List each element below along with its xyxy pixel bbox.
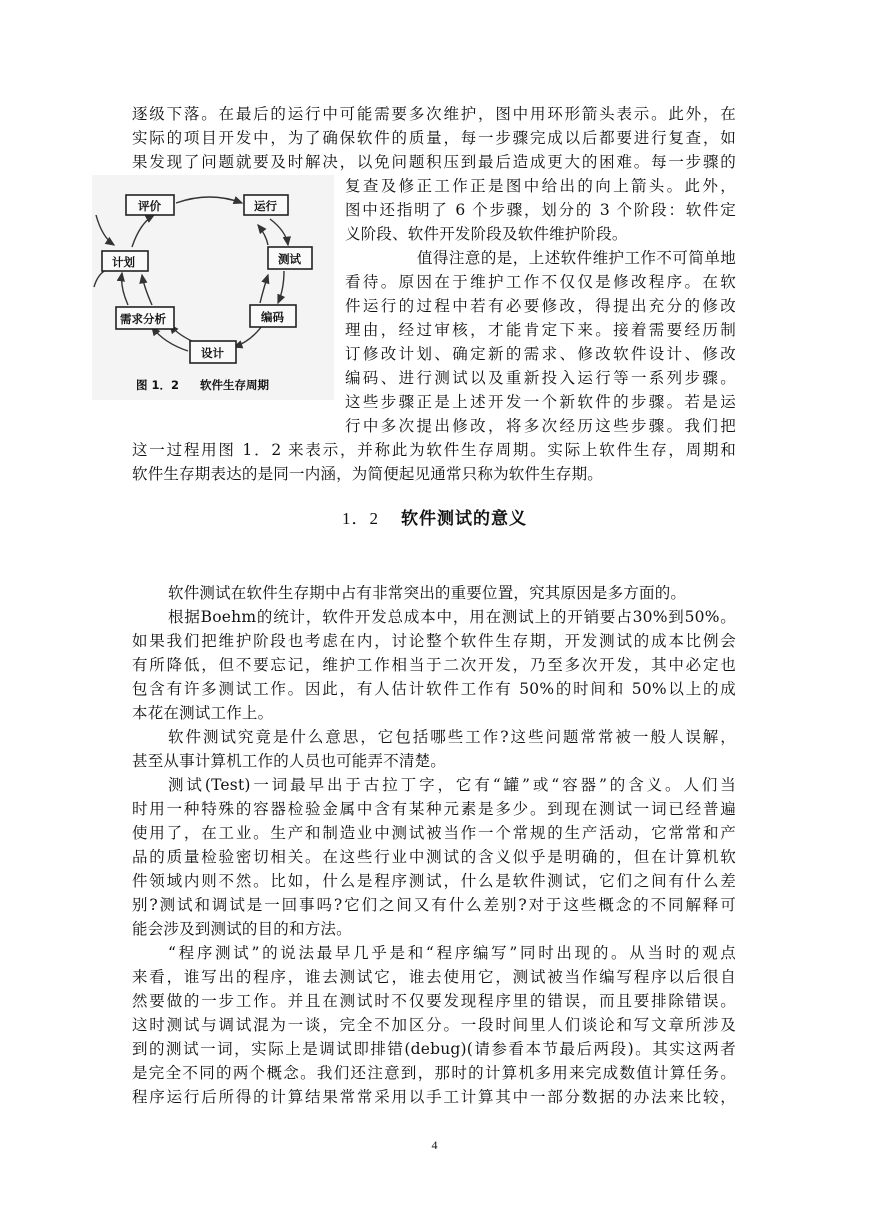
text-line: 编码、进行测试以及重新投入运行等一系列步骤。 [345,369,736,387]
text-line: 品的质量检验密切相关。在这些行业中测试的含义似乎是明确的，但在计算机软 [132,848,736,866]
text-line: 订修改计划、确定新的需求、修改软件设计、修改 [345,345,736,363]
text-line: 是完全不同的两个概念。我们还注意到，那时的计算机多用来完成数值计算任务。 [132,1064,736,1082]
text-line: 根据Boehm的统计，软件开发总成本中，用在测试上的开销要占30%到50%。 [168,608,736,626]
node-code-label: 编码 [261,310,284,324]
text-line: 时用一种特殊的容器检验金属中含有某种元素是多少。到现在测试一词已经普遍 [132,800,736,818]
text-line: 到的测试一词，实际上是调试即排错(debug)(请参看本节最后两段)。其实这两者 [132,1040,736,1058]
text-line: 包含有许多测试工作。因此，有人估计软件工作有 50%的时间和 50%以上的成 [132,680,736,698]
arc-inner-up-1 [142,275,152,305]
text-line: 值得注意的是，上述软件维护工作不可简单地 [417,249,736,267]
text-line: 测试(Test)一词最早出于古拉丁字，它有“罐”或“容器”的含义。人们当 [168,776,736,794]
node-requirements-label: 需求分析 [120,312,166,326]
section-number: 1．2 [342,509,379,528]
text-line: 复查及修正工作正是图中给出的向上箭头。此外， [345,177,736,195]
arc-design-to-requirements [152,327,188,351]
figure-caption-number: 图 1．2 [136,378,180,392]
text-line: 程序运行后所得的计算结果常常采用以手工计算其中一部分数据的办法来比较， [132,1088,736,1106]
text-line: 甚至从事计算机工作的人员也可能弄不清楚。 [132,752,447,770]
text-line: 逐级下落。在最后的运行中可能需要多次维护，图中用环形箭头表示。此外，在 [132,105,736,123]
maintenance-ring-arrow [96,215,114,245]
arc-evaluate-to-run [176,197,242,203]
figure-caption-text: 软件生存周期 [200,378,269,392]
text-line: 件运行的过程中若有必要修改，得提出充分的修改 [345,297,736,315]
page-number: 4 [431,1138,438,1152]
text-line: 图中还指明了 6 个步骤，划分的 3 个阶段：软件定 [345,201,736,219]
text-line: 来看，谁写出的程序，谁去测试它，谁去使用它，测试被当作编写程序以后很自 [132,968,736,986]
text-line: 软件测试究竟是什么意思，它包括哪些工作?这些问题常常被一般人误解， [168,728,736,746]
arc-plan-to-evaluate [132,215,154,247]
text-line: 这些步骤正是上述开发一个新软件的步骤。若是运 [345,393,736,411]
text-line: 行中多次提出修改，将多次经历这些步骤。我们把 [345,417,736,435]
text-line: “程序测试”的说法最早几乎是和“程序编写”同时出现的。从当时的观点 [168,944,736,962]
text-line: 看待。原因在于维护工作不仅仅是修改程序。在软 [345,273,736,291]
node-design-label: 设计 [201,346,224,360]
text-line: 别?测试和调试是一回事吗?它们之间又有什么差别?对于这些概念的不同解释可 [132,896,736,914]
node-evaluate-label: 评价 [138,199,161,213]
text-line: 软件测试在软件生存期中占有非常突出的重要位置，究其原因是多方面的。 [168,584,687,602]
text-line: 有所降低，但不要忘记，维护工作相当于二次开发，乃至多次开发，其中必定也 [132,656,736,674]
text-line: 使用了，在工业。生产和制造业中测试被当作一个常规的生产活动，它常常和产 [132,824,736,842]
arc-inner-up-4 [258,225,268,245]
text-line: 然要做的一步工作。并且在测试时不仅要发现程序里的错误，而且要排除错误。 [132,992,736,1010]
life-cycle-figure [92,175,334,400]
section-heading [0,504,869,529]
node-plan-label: 计划 [112,255,135,269]
node-test-label: 测试 [278,252,301,266]
text-line: 果发现了问题就要及时解决，以免问题积压到最后造成更大的困难。每一步骤的 [132,153,736,171]
arc-requirements-to-plan [122,273,128,305]
node-run-label: 运行 [254,199,277,213]
text-line: 如果我们把维护阶段也考虑在内，讨论整个软件生存期，开发测试的成本比例会 [132,632,736,650]
section-title: 软件测试的意义 [401,509,527,529]
text-line: 能会涉及到测试的目的和方法。 [132,920,352,938]
text-line: 件领域内则不然。比如，什么是程序测试，什么是软件测试，它们之间有什么差 [132,872,736,890]
text-line: 理由，经过审核，才能肯定下来。接着需要经历制 [345,321,736,339]
arc-run-to-test [270,219,288,245]
arc-test-to-code [278,271,284,303]
text-line: 这时测试与调试混为一谈，完全不加区分。一段时间里人们谈论和写文章所涉及 [132,1016,736,1034]
text-line: 实际的项目开发中，为了确保软件的质量，每一步骤完成以后都要进行复查，如 [132,129,736,147]
text-line: 义阶段、软件开发阶段及软件维护阶段。 [345,225,628,243]
arc-inner-up-3 [260,275,268,303]
text-line: 这一过程用图 1．2 来表示，并称此为软件生存周期。实际上软件生存，周期和 [132,441,736,459]
text-line: 本花在测试工作上。 [132,704,274,722]
text-line: 软件生存期表达的是同一内涵，为简便起见通常只称为软件生存期。 [132,465,604,483]
life-cycle-diagram [92,175,334,400]
